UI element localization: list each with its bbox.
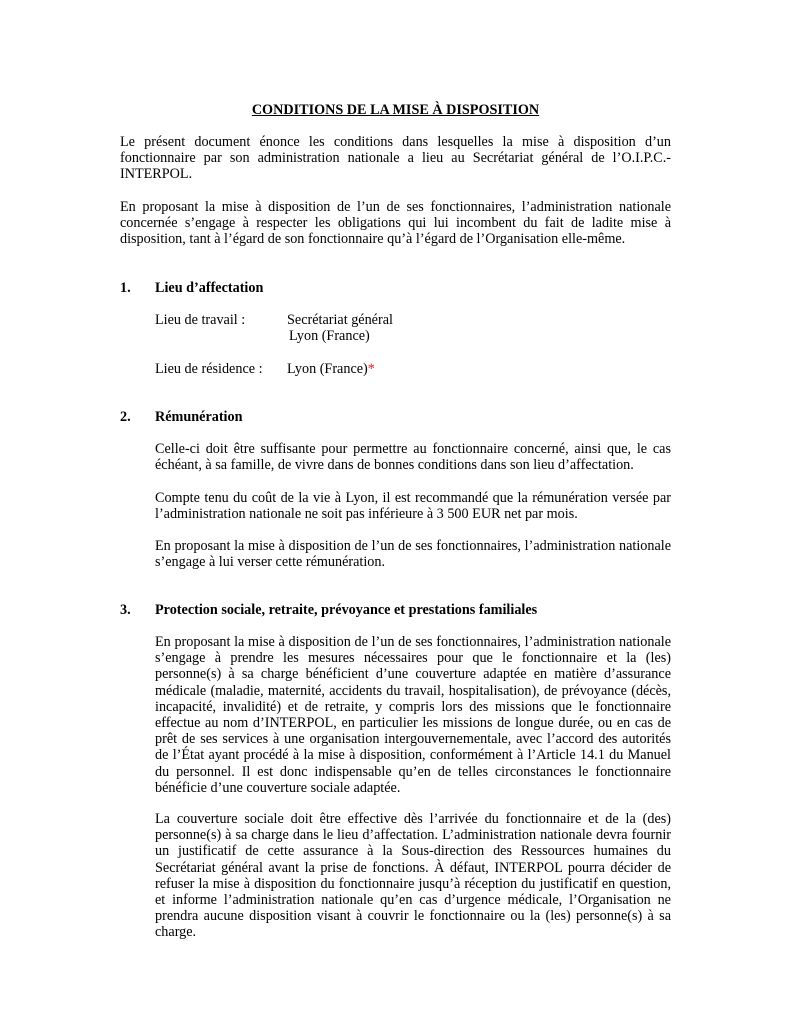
work-location-value: Secrétariat général — [287, 312, 393, 328]
remuneration-paragraph-1: Celle-ci doit être suffisante pour permettre au fonctionnaire concerné, ainsi que, le cas échéant, à sa famille, de vivre dans de bonnes conditions dans son lieu d’affectation. — [155, 441, 671, 474]
document-title: CONDITIONS DE LA MISE À DISPOSITION — [251, 102, 540, 118]
work-location-label: Lieu de travail : — [155, 312, 246, 328]
intro-paragraph-1: Le présent document énonce les conditions dans lesquelles la mise à disposition d’un fonctionnaire par son administration nationale a lieu au Secrétariat général de l’O.I.P.C.-INTERPOL. — [120, 134, 671, 183]
section-3-number: 3. — [120, 602, 131, 618]
section-1-heading: Lieu d’affectation — [155, 280, 264, 296]
social-protection-paragraph-1: En proposant la mise à disposition de l’un de ses fonctionnaires, l’administration nationale s’engage à prendre les mesures nécessaires pour que le fonctionnaire et la (les) personne(s) à sa charge bénéficient d’une couverture adaptée en matière d’assurance médicale (maladie, maternité, accidents du travail, hospitalisation), de prévoyance (décès, incapacité, invalidité) et de retraite, y compris lors des missions que le fonctionnaire effectue au nom d’INTERPOL, en particulier les missions de longue durée, ou en cas de prêt de ses services à une organisation intergouvernementale, avec l’accord des autorités de l’État ayant procédé à la mise à disposition, conformément à l’Article 14.1 du Manuel du personnel. Il est donc indispensable qu’en de telles circonstances le fonctionnaire bénéficie d’une couverture sociale adaptée. — [155, 634, 671, 796]
intro-paragraph-2: En proposant la mise à disposition de l’un de ses fonctionnaires, l’administration nationale concernée s’engage à respecter les obligations qui lui incombent du fait de ladite mise à disposition, tant à l’égard de son fonctionnaire qu’à l’égard de l’Organisation elle-même. — [120, 199, 671, 248]
residence-value — [287, 361, 375, 377]
section-2-number: 2. — [120, 409, 131, 425]
work-location-city: Lyon (France) — [289, 328, 370, 344]
social-protection-paragraph-2: La couverture sociale doit être effective dès l’arrivée du fonctionnaire et de la (des) personne(s) à sa charge dans le lieu d’affectation. L’administration nationale devra fournir un justificatif de cette assurance à la Sous-direction des Ressources humaines du Secrétariat général avant la prise de fonctions. À défaut, INTERPOL pourra décider de refuser la mise à disposition du fonctionnaire jusqu’à réception du justificatif en question, et informe l’administration nationale qu’en cas d’urgence médicale, l’Organisation ne prendra aucune disposition visant à couvrir le fonctionnaire ou la (les) personne(s) à sa charge. — [155, 811, 671, 941]
residence-label: Lieu de résidence : — [155, 361, 263, 377]
residence-asterisk: * — [367, 361, 375, 377]
residence-city: Lyon (France) — [287, 361, 368, 377]
section-2-heading: Rémunération — [155, 409, 243, 425]
remuneration-paragraph-2: Compte tenu du coût de la vie à Lyon, il est recommandé que la rémunération versée par l’administration nationale ne soit pas inférieure à 3 500 EUR net par mois. — [155, 490, 671, 523]
section-1-number: 1. — [120, 280, 131, 296]
section-3-heading: Protection sociale, retraite, prévoyance et prestations familiales — [155, 602, 538, 618]
remuneration-paragraph-3: En proposant la mise à disposition de l’un de ses fonctionnaires, l’administration nationale s’engage à lui verser cette rémunération. — [155, 538, 671, 571]
